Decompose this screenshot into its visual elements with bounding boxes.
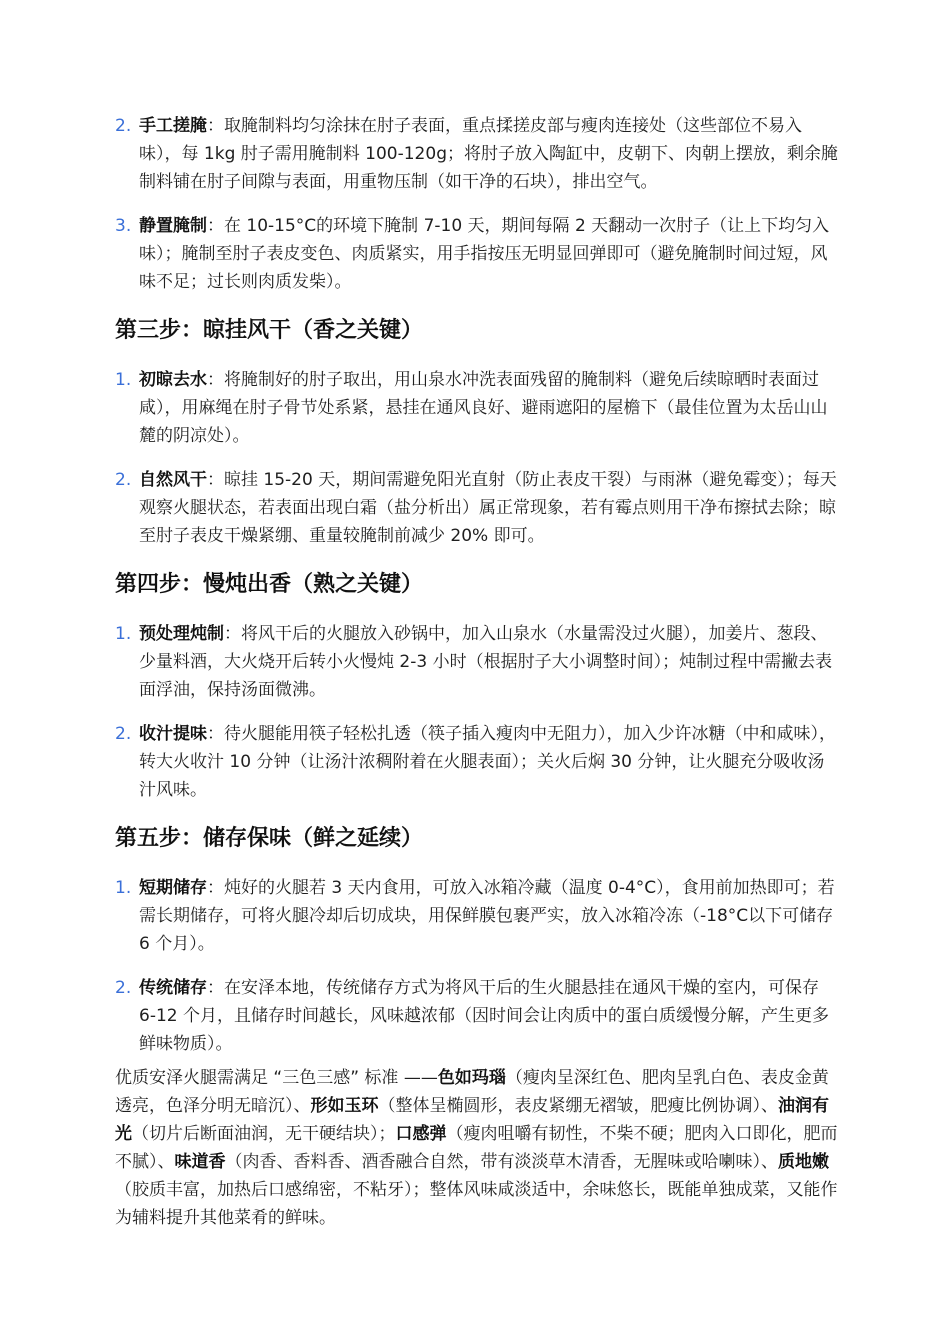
list-item xyxy=(115,112,838,196)
section-heading-step4: 第四步：慢炖出香（熟之关键） xyxy=(115,572,424,597)
item-text: ：取腌制料均匀涂抹在肘子表面，重点揉搓皮部与瘦肉连接处（这些部位不易入味），每 1kg 肘子需用腌制料 100-120g；将肘子放入陶缸中，皮朝下、肉朝上摆放，剩余腌制料铺在肘子间隙与表面，用重物压制（如干净的石块），排出空气。 xyxy=(139,116,838,192)
summary-keyword: 味道香 xyxy=(174,1152,226,1172)
summary-keyword: 油润有光 xyxy=(115,1096,829,1144)
list-number: 3. xyxy=(115,216,132,236)
item-text: ：待火腿能用筷子轻松扎透（筷子插入瘦肉中无阻力），加入少许冰糖（中和咸味），转大火收汁 10 分钟（让汤汁浓稠附着在火腿表面）；关火后焖 30 分钟，让火腿充分吸收汤汁风味。 xyxy=(139,724,836,800)
section-heading-step5: 第五步：储存保味（鲜之延续） xyxy=(115,826,424,851)
list-number: 2. xyxy=(115,116,132,136)
summary-text: （肉香、香料香、酒香融合自然，带有淡淡草木清香，无腥味或哈喇味）、 xyxy=(225,1152,778,1172)
item-title: 自然风干 xyxy=(139,470,207,490)
summary-text: 优质安泽火腿需满足 “三色三感” 标准 —— xyxy=(115,1068,438,1088)
item-text: ：在 10-15°C的环境下腌制 7-10 天，期间每隔 2 天翻动一次肘子（让上下均匀入味）；腌制至肘子表皮变色、肉质紧实，用手指按压无明显回弹即可（避免腌制时间过短，风味不足；过长则肉质发柴）。 xyxy=(139,216,830,292)
item-title: 手工搓腌 xyxy=(139,116,207,136)
list-item-body xyxy=(139,974,838,1058)
list-item xyxy=(115,874,838,958)
list-item xyxy=(115,974,838,1058)
item-title: 静置腌制 xyxy=(139,216,207,236)
summary-text: （瘦肉呈深红色、肥肉呈乳白色、表皮金黄透亮，色泽分明无暗沉）、 xyxy=(115,1068,829,1116)
section-heading-step3: 第三步：晾挂风干（香之关键） xyxy=(115,318,424,343)
item-title: 收汁提味 xyxy=(139,724,207,744)
item-text: ：将风干后的火腿放入砂锅中，加入山泉水（水量需没过火腿），加姜片、葱段、少量料酒，大火烧开后转小火慢炖 2-3 小时（根据肘子大小调整时间）；炖制过程中需撇去表面浮油，保持汤面微沸。 xyxy=(139,624,833,700)
list-number: 2. xyxy=(115,724,132,744)
item-title: 短期储存 xyxy=(139,878,207,898)
list-item-body xyxy=(139,466,838,550)
list-item xyxy=(115,720,838,804)
item-title: 传统储存 xyxy=(139,978,207,998)
summary-keyword: 质地嫩 xyxy=(778,1152,829,1172)
item-text: ：在安泽本地，传统储存方式为将风干后的生火腿悬挂在通风干燥的室内，可保存 6-12 个月，且储存时间越长，风味越浓郁（因时间会让肉质中的蛋白质缓慢分解，产生更多鲜味物质）。 xyxy=(139,978,829,1054)
summary-keyword: 形如玉环 xyxy=(310,1096,379,1116)
summary-text: （瘦肉咀嚼有韧性，不柴不硬；肥肉入口即化，肥而不腻）、 xyxy=(115,1124,838,1172)
list-item xyxy=(115,212,838,296)
list-item-body xyxy=(139,212,838,296)
summary-paragraph xyxy=(115,1064,838,1232)
item-text: ：晾挂 15-20 天，期间需避免阳光直射（防止表皮干裂）与雨淋（避免霉变）；每天观察火腿状态，若表面出现白霜（盐分析出）属正常现象，若有霉点则用干净布擦拭去除；晾至肘子表皮干燥紧绷、重量较腌制前减少 20% 即可。 xyxy=(139,470,837,546)
list-item xyxy=(115,366,838,450)
list-number: 1. xyxy=(115,878,132,898)
list-item-body xyxy=(139,366,838,450)
list-number: 1. xyxy=(115,370,132,390)
item-text: ：将腌制好的肘子取出，用山泉水冲洗表面残留的腌制料（避免后续晾晒时表面过咸），用麻绳在肘子骨节处系紧，悬挂在通风良好、避雨遮阳的屋檐下（最佳位置为太岳山山麓的阴凉处）。 xyxy=(139,370,828,446)
summary-text: （整体呈椭圆形，表皮紧绷无褶皱，肥瘦比例协调）、 xyxy=(378,1096,778,1116)
item-text: ：炖好的火腿若 3 天内食用，可放入冰箱冷藏（温度 0-4°C），食用前加热即可；若需长期储存，可将火腿冷却后切成块，用保鲜膜包裹严实，放入冰箱冷冻（-18°C以下可储存 6 个月）。 xyxy=(139,878,835,954)
list-item xyxy=(115,466,838,550)
list-item-body xyxy=(139,620,838,704)
item-title: 预处理炖制 xyxy=(139,624,224,644)
list-number: 1. xyxy=(115,624,132,644)
summary-text: （切片后断面油润，无干硬结块）； xyxy=(132,1124,396,1144)
list-number: 2. xyxy=(115,978,132,998)
list-number: 2. xyxy=(115,470,132,490)
list-item-body xyxy=(139,874,838,958)
summary-text: （胶质丰富，加热后口感绵密，不粘牙）；整体风味咸淡适中，余味悠长，既能单独成菜，又能作为辅料提升其他菜肴的鲜味。 xyxy=(115,1180,838,1228)
list-item xyxy=(115,620,838,704)
summary-keyword: 口感弹 xyxy=(395,1124,447,1144)
list-item-body xyxy=(139,112,838,196)
list-item-body xyxy=(139,720,838,804)
summary-keyword: 色如玛瑙 xyxy=(437,1068,506,1088)
item-title: 初晾去水 xyxy=(139,370,207,390)
